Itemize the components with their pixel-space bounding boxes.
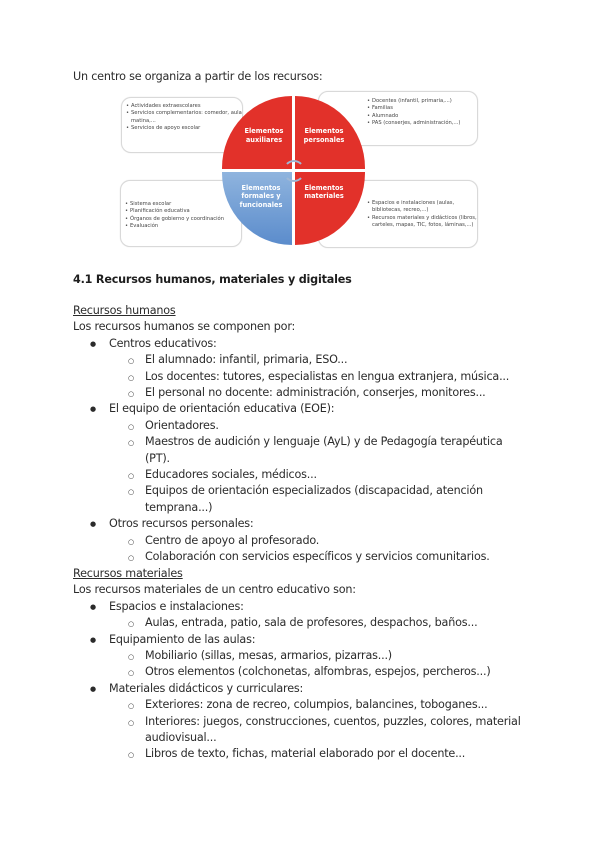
resources-diagram <box>0 0 600 260</box>
quadrant-personales <box>295 96 365 169</box>
diagram-box-item: • PAS (conserjes, administración,...) <box>367 120 477 127</box>
list-item: ● Espacios e instalaciones: <box>73 599 533 615</box>
sub-list-item: ○ Colaboración con servicios específicos y servicios comunitarios. <box>73 549 533 565</box>
diagram-box-item: • Espacios e instalaciones (aulas, bibliotecas, recreo,...) <box>367 200 477 215</box>
subsection-title: Recursos humanos <box>73 304 176 317</box>
sub-list-item: ○ Los docentes: tutores, especialistas en lengua extranjera, música... <box>73 369 533 385</box>
diagram-box-item: • Órganos de gobierno y coordinación <box>125 216 241 223</box>
quadrant-circle <box>222 96 365 245</box>
section-heading: 4.1 Recursos humanos, materiales y digitales <box>73 273 352 286</box>
sub-list-item: ○ Maestros de audición y lenguaje (AyL) y de Pedagogía terapéutica <box>73 434 533 450</box>
sub-list-item-continuation: (PT). <box>145 451 170 465</box>
diagram-box-item: • Recursos materiales y didácticos (libros, carteles, mapas, TIC, fotos, láminas,...) <box>367 215 477 230</box>
human-resources-section <box>73 303 533 566</box>
list-item: ● Otros recursos personales: <box>73 516 533 532</box>
cycle-arrows-icon <box>283 160 305 182</box>
quadrant-label: Elementos materiales <box>304 184 344 201</box>
quadrant-label: Elementos personales <box>303 127 345 144</box>
diagram-box-item: • Actividades extraescolares <box>126 103 242 110</box>
sub-list-item: ○ Educadores sociales, médicos... <box>73 467 533 483</box>
sub-list-item-continuation: audiovisual... <box>145 731 217 745</box>
sub-list-item: ○ Exteriores: zona de recreo, columpios, balancines, toboganes... <box>73 697 533 713</box>
sub-list-item: ○ El alumnado: infantil, primaria, ESO... <box>73 352 533 368</box>
sub-list-item: ○ Equipos de orientación especializados (discapacidad, atención <box>73 483 533 499</box>
diagram-box-item: • Servicios complementarios: comedor, aula matina,... <box>126 110 242 125</box>
quadrant-formales <box>222 172 292 245</box>
quadrant-label: Elementos formales y funcionales <box>239 184 283 209</box>
subsection-intro: Los recursos materiales de un centro educativo son: <box>73 583 356 597</box>
sub-list-item: ○ Interiores: juegos, construcciones, cuentos, puzzles, colores, material <box>73 714 533 730</box>
list-item: ● Equipamiento de las aulas: <box>73 632 533 648</box>
list-item: ● El equipo de orientación educativa (EOE): <box>73 401 533 417</box>
intro-text: Un centro se organiza a partir de los recursos: <box>73 70 323 83</box>
sub-list-item: ○ Mobiliario (sillas, mesas, armarios, pizarras...) <box>73 648 533 664</box>
diagram-box-item: • Evaluación <box>125 223 241 230</box>
list-item: ● Materiales didácticos y curriculares: <box>73 681 533 697</box>
diagram-box-item: • Planificación educativa <box>125 208 241 215</box>
sub-list-item: ○ Aulas, entrada, patio, sala de profesores, despachos, baños... <box>73 615 533 631</box>
sub-list-item: ○ El personal no docente: administración, conserjes, monitores... <box>73 385 533 401</box>
diagram-box-item: • Docentes (infantil, primaria,...) <box>367 98 477 105</box>
material-resources-section <box>73 566 533 763</box>
subsection-intro: Los recursos humanos se componen por: <box>73 320 296 334</box>
diagram-box-item: • Familias <box>367 105 477 112</box>
diagram-box-item: • Servicios de apoyo escolar <box>126 125 242 132</box>
diagram-box-item: • Sistema escolar <box>125 201 241 208</box>
sub-list-item: ○ Centro de apoyo al profesorado. <box>73 533 533 549</box>
list-item: ● Centros educativos: <box>73 336 533 352</box>
subsection-title: Recursos materiales <box>73 567 183 580</box>
sub-list-item: ○ Otros elementos (colchonetas, alfombras, espejos, percheros...) <box>73 664 533 680</box>
diagram-box-item: • Alumnado <box>367 113 477 120</box>
sub-list-item: ○ Libros de texto, fichas, material elaborado por el docente... <box>73 746 533 762</box>
quadrant-materiales <box>295 172 365 245</box>
quadrant-label: Elementos auxiliares <box>244 127 284 144</box>
sub-list-item-continuation: temprana...) <box>145 500 213 514</box>
sub-list-item: ○ Orientadores. <box>73 418 533 434</box>
quadrant-auxiliares <box>222 96 292 169</box>
